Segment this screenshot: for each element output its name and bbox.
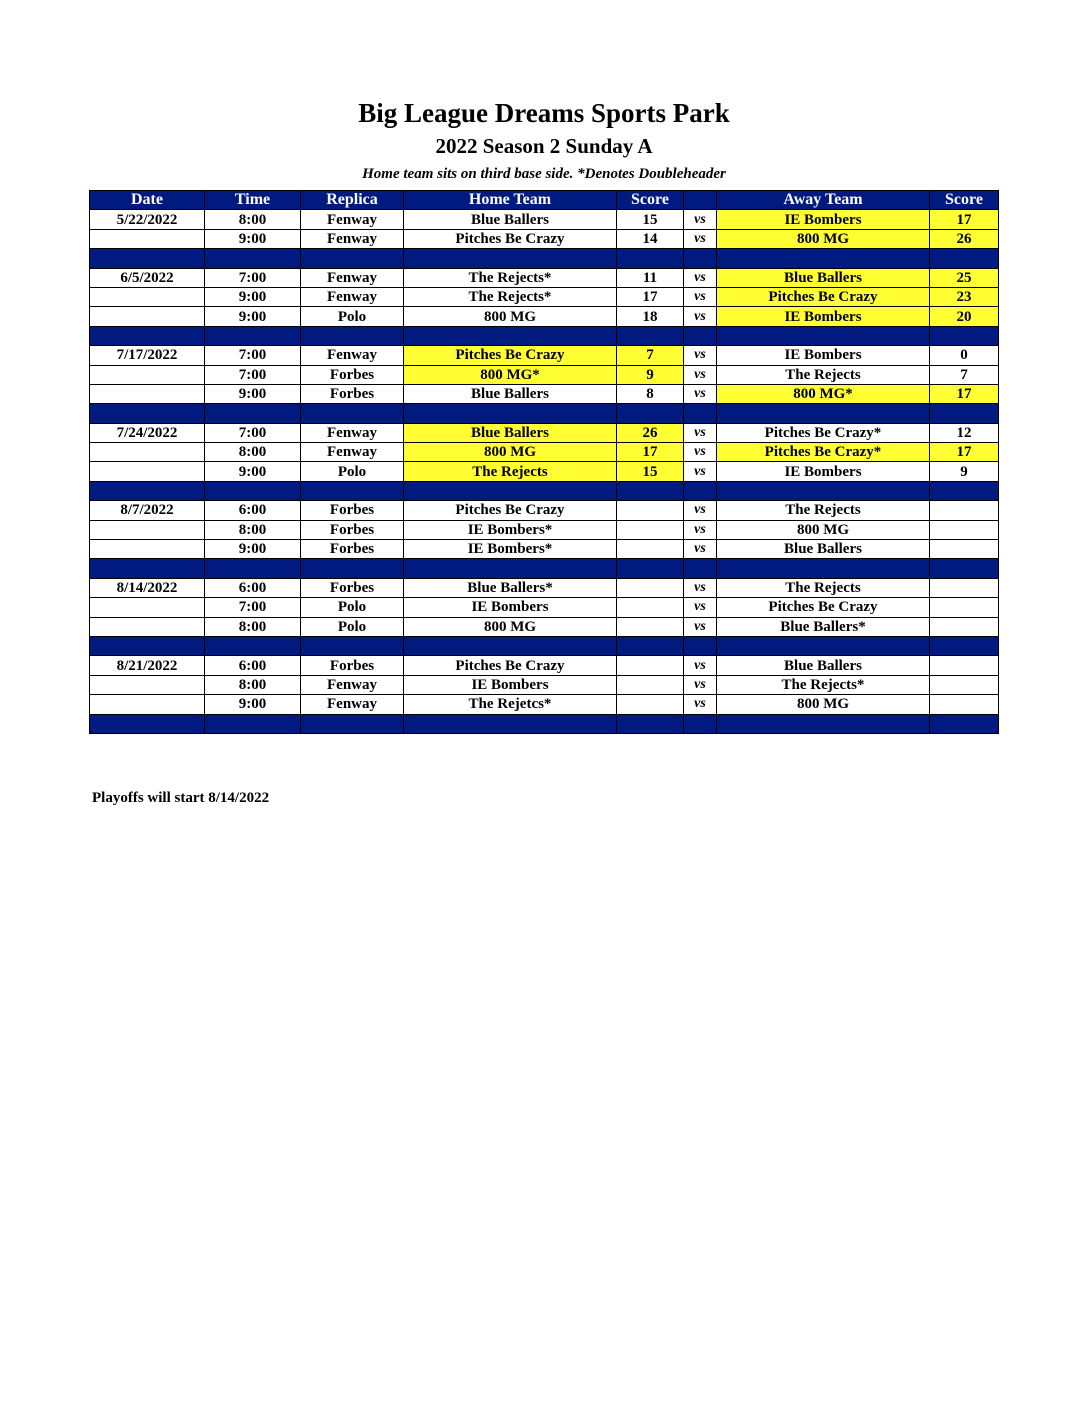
- separator-cell: [301, 559, 404, 578]
- time-cell: 9:00: [205, 462, 301, 481]
- date-cell: [90, 287, 205, 306]
- separator-cell: [930, 559, 999, 578]
- time-cell: 6:00: [205, 656, 301, 675]
- away-team-cell: 800 MG: [717, 229, 930, 248]
- separator-cell: [684, 714, 717, 733]
- column-header-vs: [684, 191, 717, 210]
- table-row: [90, 423, 999, 442]
- home-score-cell: [617, 598, 684, 617]
- table-row: [90, 695, 999, 714]
- replica-cell: Forbes: [301, 384, 404, 403]
- separator-cell: [617, 481, 684, 500]
- away-team-cell: Blue Ballers*: [717, 617, 930, 636]
- home-team-cell: IE Bombers: [404, 675, 617, 694]
- away-team-cell: Pitches Be Crazy: [717, 598, 930, 617]
- schedule-table: [89, 190, 999, 734]
- time-cell: 8:00: [205, 520, 301, 539]
- separator-cell: [930, 481, 999, 500]
- away-team-cell: Blue Ballers: [717, 540, 930, 559]
- table-row: [90, 462, 999, 481]
- away-score-cell: [930, 675, 999, 694]
- date-cell: 8/21/2022: [90, 656, 205, 675]
- table-row: [90, 365, 999, 384]
- separator-cell: [617, 636, 684, 655]
- away-team-cell: Pitches Be Crazy: [717, 287, 930, 306]
- separator-row: [90, 249, 999, 268]
- home-score-cell: 17: [617, 443, 684, 462]
- time-cell: 8:00: [205, 443, 301, 462]
- vs-cell: vs: [684, 365, 717, 384]
- vs-cell: vs: [684, 423, 717, 442]
- date-cell: [90, 695, 205, 714]
- separator-cell: [301, 636, 404, 655]
- home-team-cell: 800 MG*: [404, 365, 617, 384]
- table-row: [90, 617, 999, 636]
- vs-cell: vs: [684, 287, 717, 306]
- time-cell: 9:00: [205, 287, 301, 306]
- time-cell: 6:00: [205, 501, 301, 520]
- separator-cell: [930, 714, 999, 733]
- replica-cell: Fenway: [301, 423, 404, 442]
- date-cell: [90, 384, 205, 403]
- replica-cell: Fenway: [301, 443, 404, 462]
- vs-cell: vs: [684, 384, 717, 403]
- separator-cell: [684, 559, 717, 578]
- separator-cell: [90, 714, 205, 733]
- separator-cell: [717, 636, 930, 655]
- away-team-cell: 800 MG: [717, 520, 930, 539]
- separator-cell: [205, 636, 301, 655]
- replica-cell: Forbes: [301, 365, 404, 384]
- away-score-cell: 26: [930, 229, 999, 248]
- away-team-cell: The Rejects: [717, 578, 930, 597]
- vs-cell: vs: [684, 443, 717, 462]
- separator-cell: [717, 326, 930, 345]
- table-row: [90, 307, 999, 326]
- away-team-cell: IE Bombers: [717, 307, 930, 326]
- home-team-cell: The Rejects*: [404, 268, 617, 287]
- separator-cell: [90, 481, 205, 500]
- away-team-cell: IE Bombers: [717, 462, 930, 481]
- replica-cell: Forbes: [301, 540, 404, 559]
- vs-cell: vs: [684, 598, 717, 617]
- separator-cell: [90, 326, 205, 345]
- date-cell: 6/5/2022: [90, 268, 205, 287]
- time-cell: 8:00: [205, 617, 301, 636]
- home-score-cell: 15: [617, 210, 684, 229]
- vs-cell: vs: [684, 210, 717, 229]
- replica-cell: Polo: [301, 598, 404, 617]
- home-team-cell: 800 MG: [404, 443, 617, 462]
- date-cell: 7/24/2022: [90, 423, 205, 442]
- away-team-cell: Pitches Be Crazy*: [717, 443, 930, 462]
- away-team-cell: The Rejects*: [717, 675, 930, 694]
- vs-cell: vs: [684, 656, 717, 675]
- home-team-cell: The Rejects: [404, 462, 617, 481]
- time-cell: 7:00: [205, 423, 301, 442]
- playoffs-note: Playoffs will start 8/14/2022: [92, 790, 270, 806]
- column-header-date: Date: [90, 191, 205, 210]
- home-team-cell: The Rejetcs*: [404, 695, 617, 714]
- table-row: [90, 520, 999, 539]
- time-cell: 8:00: [205, 210, 301, 229]
- home-team-cell: Blue Ballers: [404, 384, 617, 403]
- home-score-cell: [617, 695, 684, 714]
- time-cell: 9:00: [205, 229, 301, 248]
- column-header-away-score: Score: [930, 191, 999, 210]
- away-score-cell: 17: [930, 443, 999, 462]
- home-team-cell: 800 MG: [404, 617, 617, 636]
- separator-row: [90, 481, 999, 500]
- schedule-body: [90, 210, 999, 734]
- home-score-cell: 15: [617, 462, 684, 481]
- table-header-row: [90, 191, 999, 210]
- home-score-cell: 26: [617, 423, 684, 442]
- separator-cell: [301, 714, 404, 733]
- home-score-cell: 17: [617, 287, 684, 306]
- separator-cell: [205, 481, 301, 500]
- replica-cell: Forbes: [301, 578, 404, 597]
- table-row: [90, 598, 999, 617]
- vs-cell: vs: [684, 268, 717, 287]
- replica-cell: Fenway: [301, 695, 404, 714]
- date-cell: [90, 462, 205, 481]
- replica-cell: Fenway: [301, 268, 404, 287]
- replica-cell: Forbes: [301, 520, 404, 539]
- vs-cell: vs: [684, 617, 717, 636]
- table-row: [90, 540, 999, 559]
- home-team-cell: The Rejects*: [404, 287, 617, 306]
- replica-cell: Fenway: [301, 210, 404, 229]
- home-score-cell: [617, 540, 684, 559]
- separator-cell: [90, 404, 205, 423]
- away-team-cell: 800 MG: [717, 695, 930, 714]
- home-team-cell: Pitches Be Crazy: [404, 346, 617, 365]
- separator-cell: [617, 404, 684, 423]
- home-team-cell: IE Bombers*: [404, 540, 617, 559]
- replica-cell: Polo: [301, 462, 404, 481]
- separator-cell: [717, 481, 930, 500]
- separator-cell: [684, 404, 717, 423]
- table-row: [90, 229, 999, 248]
- separator-cell: [617, 559, 684, 578]
- away-score-cell: [930, 695, 999, 714]
- table-row: [90, 268, 999, 287]
- separator-cell: [404, 404, 617, 423]
- separator-cell: [717, 559, 930, 578]
- table-row: [90, 501, 999, 520]
- separator-cell: [717, 714, 930, 733]
- time-cell: 8:00: [205, 675, 301, 694]
- separator-row: [90, 326, 999, 345]
- separator-cell: [301, 404, 404, 423]
- away-score-cell: [930, 501, 999, 520]
- home-score-cell: 14: [617, 229, 684, 248]
- separator-cell: [301, 326, 404, 345]
- away-team-cell: Blue Ballers: [717, 268, 930, 287]
- away-score-cell: 12: [930, 423, 999, 442]
- home-score-cell: [617, 617, 684, 636]
- time-cell: 9:00: [205, 695, 301, 714]
- away-score-cell: [930, 656, 999, 675]
- date-cell: [90, 520, 205, 539]
- separator-cell: [930, 636, 999, 655]
- away-team-cell: Pitches Be Crazy*: [717, 423, 930, 442]
- date-cell: [90, 443, 205, 462]
- separator-cell: [930, 249, 999, 268]
- replica-cell: Forbes: [301, 656, 404, 675]
- vs-cell: vs: [684, 462, 717, 481]
- away-score-cell: 20: [930, 307, 999, 326]
- separator-cell: [404, 559, 617, 578]
- page-subtitle: 2022 Season 2 Sunday A: [435, 134, 653, 158]
- home-score-cell: 18: [617, 307, 684, 326]
- page-title: Big League Dreams Sports Park: [358, 98, 730, 128]
- column-header-home-score: Score: [617, 191, 684, 210]
- date-cell: [90, 307, 205, 326]
- column-header-time: Time: [205, 191, 301, 210]
- date-cell: 7/17/2022: [90, 346, 205, 365]
- away-score-cell: 0: [930, 346, 999, 365]
- separator-cell: [617, 326, 684, 345]
- away-score-cell: [930, 617, 999, 636]
- away-score-cell: 23: [930, 287, 999, 306]
- time-cell: 7:00: [205, 268, 301, 287]
- away-team-cell: The Rejects: [717, 501, 930, 520]
- separator-cell: [404, 249, 617, 268]
- table-row: [90, 287, 999, 306]
- replica-cell: Fenway: [301, 229, 404, 248]
- table-row: [90, 210, 999, 229]
- separator-cell: [90, 249, 205, 268]
- away-score-cell: 17: [930, 210, 999, 229]
- home-score-cell: 11: [617, 268, 684, 287]
- vs-cell: vs: [684, 501, 717, 520]
- vs-cell: vs: [684, 307, 717, 326]
- away-team-cell: Blue Ballers: [717, 656, 930, 675]
- table-row: [90, 443, 999, 462]
- time-cell: 9:00: [205, 540, 301, 559]
- home-team-cell: Pitches Be Crazy: [404, 656, 617, 675]
- table-row: [90, 675, 999, 694]
- home-score-cell: [617, 578, 684, 597]
- away-score-cell: [930, 578, 999, 597]
- table-row: [90, 578, 999, 597]
- separator-row: [90, 404, 999, 423]
- away-score-cell: 25: [930, 268, 999, 287]
- time-cell: 7:00: [205, 346, 301, 365]
- separator-cell: [301, 249, 404, 268]
- away-score-cell: [930, 540, 999, 559]
- time-cell: 9:00: [205, 384, 301, 403]
- home-team-cell: 800 MG: [404, 307, 617, 326]
- column-header-home-team: Home Team: [404, 191, 617, 210]
- time-cell: 7:00: [205, 365, 301, 384]
- vs-cell: vs: [684, 675, 717, 694]
- date-cell: 8/7/2022: [90, 501, 205, 520]
- home-score-cell: [617, 656, 684, 675]
- replica-cell: Fenway: [301, 675, 404, 694]
- date-cell: [90, 617, 205, 636]
- separator-cell: [90, 636, 205, 655]
- separator-cell: [205, 249, 301, 268]
- date-cell: [90, 540, 205, 559]
- home-team-cell: Pitches Be Crazy: [404, 229, 617, 248]
- vs-cell: vs: [684, 540, 717, 559]
- home-team-cell: Blue Ballers*: [404, 578, 617, 597]
- schedule-note: Home team sits on third base side. *Denotes Doubleheader: [362, 166, 726, 182]
- time-cell: 7:00: [205, 598, 301, 617]
- separator-cell: [717, 249, 930, 268]
- home-team-cell: Blue Ballers: [404, 423, 617, 442]
- separator-cell: [90, 559, 205, 578]
- away-score-cell: 7: [930, 365, 999, 384]
- home-score-cell: [617, 675, 684, 694]
- separator-cell: [684, 481, 717, 500]
- separator-cell: [205, 326, 301, 345]
- date-cell: 5/22/2022: [90, 210, 205, 229]
- date-cell: [90, 598, 205, 617]
- away-team-cell: IE Bombers: [717, 346, 930, 365]
- time-cell: 9:00: [205, 307, 301, 326]
- away-team-cell: 800 MG*: [717, 384, 930, 403]
- replica-cell: Fenway: [301, 287, 404, 306]
- replica-cell: Polo: [301, 617, 404, 636]
- replica-cell: Polo: [301, 307, 404, 326]
- home-score-cell: [617, 501, 684, 520]
- separator-cell: [717, 404, 930, 423]
- separator-cell: [617, 714, 684, 733]
- date-cell: [90, 229, 205, 248]
- away-score-cell: 9: [930, 462, 999, 481]
- column-header-away-team: Away Team: [717, 191, 930, 210]
- separator-cell: [684, 249, 717, 268]
- away-team-cell: IE Bombers: [717, 210, 930, 229]
- date-cell: 8/14/2022: [90, 578, 205, 597]
- date-cell: [90, 675, 205, 694]
- separator-cell: [930, 404, 999, 423]
- separator-cell: [684, 636, 717, 655]
- separator-cell: [301, 481, 404, 500]
- away-score-cell: [930, 598, 999, 617]
- table-row: [90, 346, 999, 365]
- separator-cell: [404, 636, 617, 655]
- away-score-cell: 17: [930, 384, 999, 403]
- away-score-cell: [930, 520, 999, 539]
- separator-cell: [205, 714, 301, 733]
- home-team-cell: Blue Ballers: [404, 210, 617, 229]
- vs-cell: vs: [684, 229, 717, 248]
- separator-cell: [404, 481, 617, 500]
- separator-cell: [617, 249, 684, 268]
- separator-cell: [930, 326, 999, 345]
- vs-cell: vs: [684, 346, 717, 365]
- home-score-cell: 7: [617, 346, 684, 365]
- home-team-cell: Pitches Be Crazy: [404, 501, 617, 520]
- table-row: [90, 656, 999, 675]
- away-team-cell: The Rejects: [717, 365, 930, 384]
- separator-cell: [404, 326, 617, 345]
- separator-row: [90, 559, 999, 578]
- home-team-cell: IE Bombers*: [404, 520, 617, 539]
- separator-row: [90, 714, 999, 733]
- separator-cell: [404, 714, 617, 733]
- time-cell: 6:00: [205, 578, 301, 597]
- table-row: [90, 384, 999, 403]
- home-score-cell: [617, 520, 684, 539]
- vs-cell: vs: [684, 695, 717, 714]
- home-team-cell: IE Bombers: [404, 598, 617, 617]
- separator-cell: [684, 326, 717, 345]
- column-header-replica: Replica: [301, 191, 404, 210]
- replica-cell: Forbes: [301, 501, 404, 520]
- home-score-cell: 8: [617, 384, 684, 403]
- vs-cell: vs: [684, 520, 717, 539]
- separator-cell: [205, 404, 301, 423]
- separator-row: [90, 636, 999, 655]
- vs-cell: vs: [684, 578, 717, 597]
- separator-cell: [205, 559, 301, 578]
- date-cell: [90, 365, 205, 384]
- home-score-cell: 9: [617, 365, 684, 384]
- replica-cell: Fenway: [301, 346, 404, 365]
